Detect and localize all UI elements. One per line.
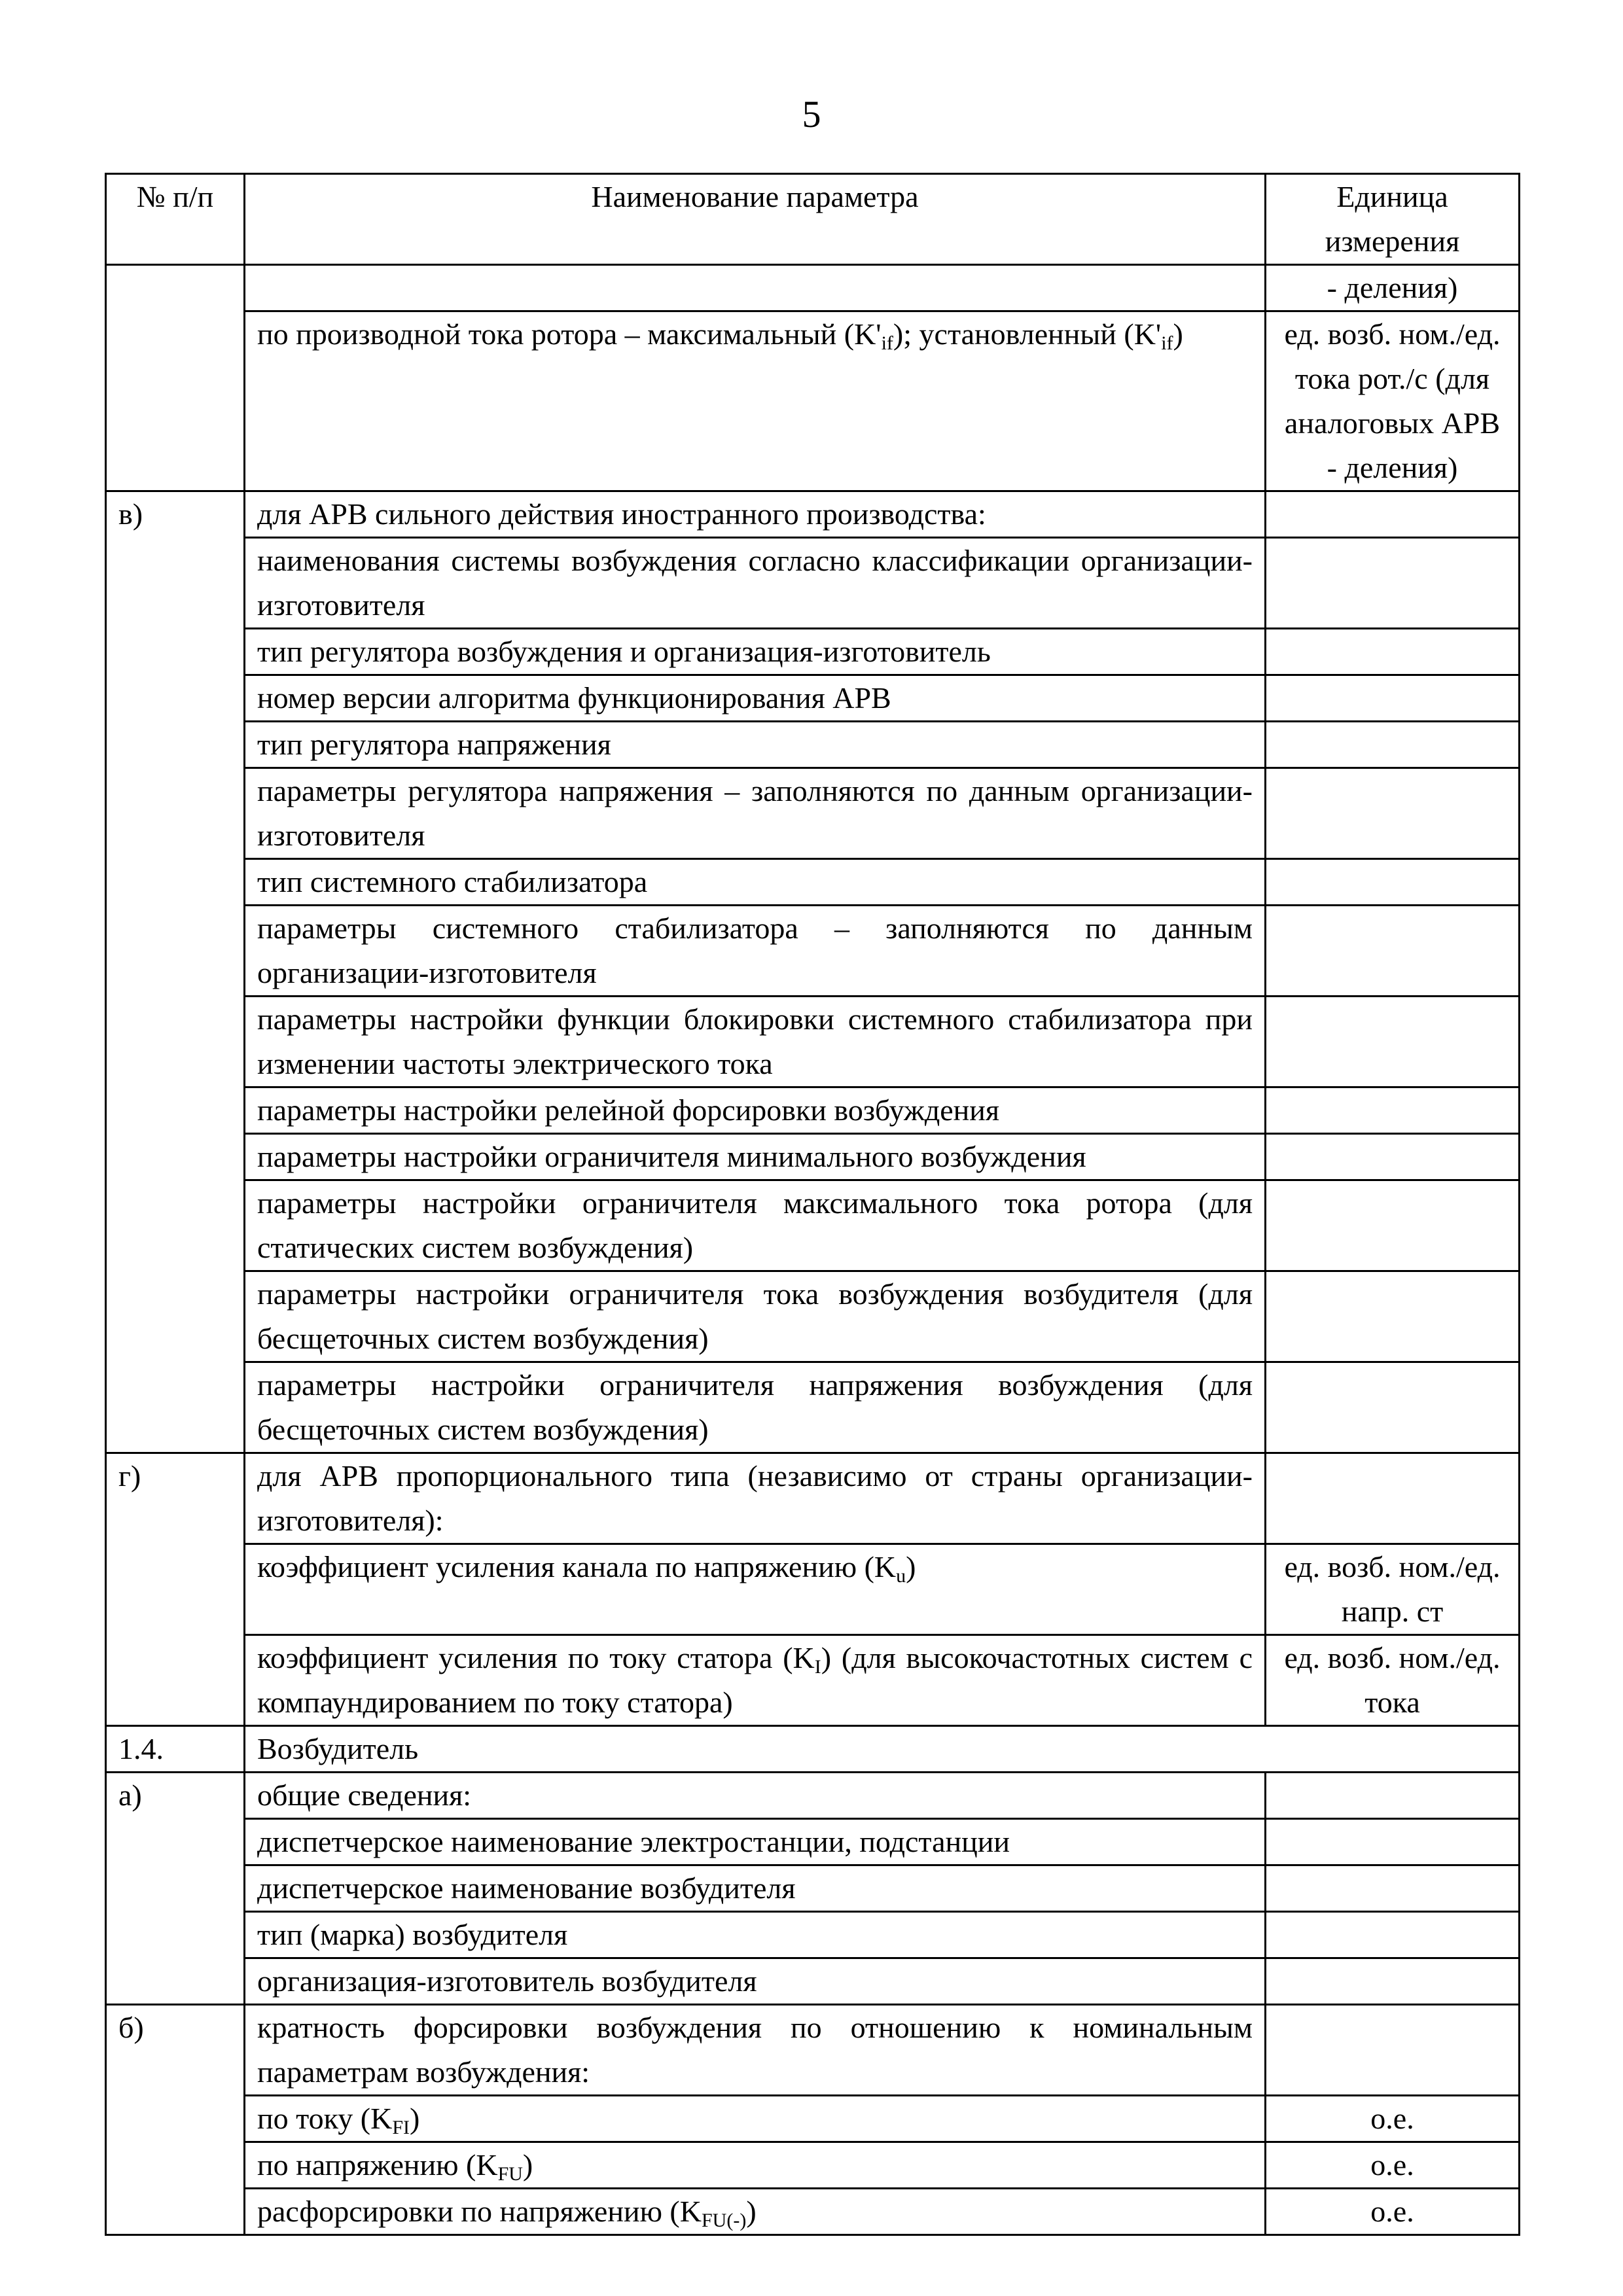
parameters-table (105, 173, 1520, 2236)
number-cell: 1.4. (106, 1726, 245, 1773)
table-row (106, 906, 1520, 997)
subscript: I (814, 1656, 821, 1678)
name-cell (245, 2189, 1266, 2235)
table-row (106, 2142, 1520, 2189)
name-cell (245, 1635, 1266, 1726)
table-row (106, 1544, 1520, 1635)
page-number: 5 (802, 93, 821, 135)
table-row (106, 1362, 1520, 1453)
number-cell: г) (106, 1453, 245, 1544)
name-text: ) (1173, 317, 1183, 351)
name-text: ) (для высокочастотных систем с компаундированием по току статора) (257, 1641, 1253, 1719)
number-cell (106, 1958, 245, 2005)
name-cell (245, 2142, 1266, 2189)
unit-cell (1266, 1180, 1520, 1271)
unit-cell: о.е. (1266, 2096, 1520, 2142)
number-cell (106, 722, 245, 768)
unit-cell (1266, 1865, 1520, 1912)
number-cell (106, 265, 245, 311)
name-cell: кратность форсировки возбуждения по отношению к номинальным параметрам возбуждения: (245, 2005, 1266, 2096)
unit-cell (1266, 1773, 1520, 1819)
unit-cell (1266, 1362, 1520, 1453)
unit-cell (1266, 1912, 1520, 1958)
name-cell: параметры настройки релейной форсировки возбуждения (245, 1087, 1266, 1134)
name-text: по напряжению (K (257, 2148, 498, 2181)
unit-cell: ед. возб. ном./ед. тока (1266, 1635, 1520, 1726)
number-cell (106, 1271, 245, 1362)
table-row (106, 1453, 1520, 1544)
number-cell: а) (106, 1773, 245, 1819)
name-text: ) (522, 2148, 533, 2181)
table-row (106, 1912, 1520, 1958)
unit-cell (1266, 629, 1520, 675)
number-cell (106, 629, 245, 675)
table-row (106, 629, 1520, 675)
number-cell (106, 768, 245, 859)
table-row (106, 311, 1520, 491)
name-cell: тип системного стабилизатора (245, 859, 1266, 906)
name-cell: параметры настройки ограничителя напряжения возбуждения (для бесщеточных систем возбуждения) (245, 1362, 1266, 1453)
number-cell (106, 311, 245, 491)
name-cell: параметры настройки ограничителя тока возбуждения возбудителя (для бесщеточных систем возбуждения) (245, 1271, 1266, 1362)
name-cell (245, 2096, 1266, 2142)
table-row (106, 675, 1520, 722)
table-row (106, 2189, 1520, 2235)
subscript: FU(-) (701, 2210, 747, 2231)
table-header-row (106, 174, 1520, 265)
name-cell: тип (марка) возбудителя (245, 1912, 1266, 1958)
unit-cell (1266, 1271, 1520, 1362)
unit-cell (1266, 1453, 1520, 1544)
section-title-cell: Возбудитель (245, 1726, 1520, 1773)
name-cell: для АРВ сильного действия иностранного производства: (245, 491, 1266, 538)
table-row (106, 1271, 1520, 1362)
number-cell (106, 1544, 245, 1635)
table-row (106, 1180, 1520, 1271)
unit-cell (1266, 1958, 1520, 2005)
table-row (106, 1726, 1520, 1773)
name-cell: диспетчерское наименование возбудителя (245, 1865, 1266, 1912)
table-row (106, 1773, 1520, 1819)
number-cell (106, 1819, 245, 1865)
name-cell: параметры настройки функции блокировки системного стабилизатора при изменении частоты электрического тока (245, 997, 1266, 1087)
unit-cell (1266, 997, 1520, 1087)
number-cell: в) (106, 491, 245, 538)
name-text: ) (906, 1550, 916, 1583)
name-text: по току (K (257, 2102, 393, 2135)
name-cell: наименования системы возбуждения согласно классификации организации-изготовителя (245, 538, 1266, 629)
table-row (106, 265, 1520, 311)
table-row (106, 1134, 1520, 1180)
name-cell (245, 311, 1266, 491)
name-cell: для АРВ пропорционального типа (независимо от страны организации-изготовителя): (245, 1453, 1266, 1544)
unit-cell (1266, 859, 1520, 906)
number-cell (106, 1180, 245, 1271)
number-cell (106, 1134, 245, 1180)
subscript: if (881, 332, 893, 354)
unit-cell (1266, 906, 1520, 997)
table-row (106, 2096, 1520, 2142)
table-row (106, 768, 1520, 859)
header-unit-cell: Единица измерения (1266, 174, 1520, 265)
name-cell: диспетчерское наименование электростанции, подстанции (245, 1819, 1266, 1865)
unit-cell (1266, 491, 1520, 538)
unit-cell: - деления) (1266, 265, 1520, 311)
name-text: ); установленный (K' (893, 317, 1162, 351)
number-cell (106, 1635, 245, 1726)
table-row (106, 1819, 1520, 1865)
name-cell: общие сведения: (245, 1773, 1266, 1819)
name-text: по производной тока ротора – максимальный (K' (257, 317, 882, 351)
name-cell: параметры настройки ограничителя максимального тока ротора (для статических систем возбуждения) (245, 1180, 1266, 1271)
number-cell (106, 859, 245, 906)
name-cell: номер версии алгоритма функционирования АРВ (245, 675, 1266, 722)
unit-cell (1266, 1819, 1520, 1865)
subscript: FI (392, 2117, 410, 2138)
table-row (106, 722, 1520, 768)
name-text: коэффициент усиления по току статора (K (257, 1641, 815, 1674)
number-cell (106, 1912, 245, 1958)
unit-cell (1266, 722, 1520, 768)
number-cell (106, 538, 245, 629)
table-row (106, 1635, 1520, 1726)
unit-cell (1266, 2005, 1520, 2096)
header-number-cell: № п/п (106, 174, 245, 265)
number-cell (106, 2189, 245, 2235)
name-cell (245, 1544, 1266, 1635)
name-cell: параметры регулятора напряжения – заполняются по данным организации-изготовителя (245, 768, 1266, 859)
table-row (106, 997, 1520, 1087)
unit-cell: ед. возб. ном./ед. тока рот./с (для аналоговых АРВ - деления) (1266, 311, 1520, 491)
number-cell (106, 1362, 245, 1453)
name-cell (245, 265, 1266, 311)
unit-cell: ед. возб. ном./ед. напр. ст (1266, 1544, 1520, 1635)
table-row (106, 1865, 1520, 1912)
unit-cell (1266, 675, 1520, 722)
number-cell (106, 1865, 245, 1912)
name-cell: тип регулятора напряжения (245, 722, 1266, 768)
name-cell: параметры системного стабилизатора – заполняются по данным организации-изготовителя (245, 906, 1266, 997)
number-cell (106, 906, 245, 997)
table-row (106, 491, 1520, 538)
number-cell (106, 2142, 245, 2189)
number-cell (106, 2096, 245, 2142)
unit-cell: о.е. (1266, 2142, 1520, 2189)
name-text: расфорсировки по напряжению (K (257, 2195, 702, 2228)
unit-cell (1266, 1087, 1520, 1134)
table-row (106, 1958, 1520, 2005)
name-text: ) (746, 2195, 757, 2228)
name-cell: тип регулятора возбуждения и организация-изготовитель (245, 629, 1266, 675)
number-cell (106, 997, 245, 1087)
table-row (106, 859, 1520, 906)
number-cell (106, 675, 245, 722)
unit-cell (1266, 768, 1520, 859)
name-cell: параметры настройки ограничителя минимального возбуждения (245, 1134, 1266, 1180)
name-text: коэффициент усиления канала по напряжению (K (257, 1550, 897, 1583)
table-row (106, 2005, 1520, 2096)
number-cell (106, 1087, 245, 1134)
table-row (106, 1087, 1520, 1134)
unit-cell: о.е. (1266, 2189, 1520, 2235)
number-cell: б) (106, 2005, 245, 2096)
subscript: FU (497, 2163, 523, 2185)
subscript: u (896, 1565, 906, 1587)
table-row (106, 538, 1520, 629)
unit-cell (1266, 538, 1520, 629)
subscript: if (1161, 332, 1173, 354)
name-cell: организация-изготовитель возбудителя (245, 1958, 1266, 2005)
name-text: ) (410, 2102, 420, 2135)
unit-cell (1266, 1134, 1520, 1180)
header-name-cell: Наименование параметра (245, 174, 1266, 265)
